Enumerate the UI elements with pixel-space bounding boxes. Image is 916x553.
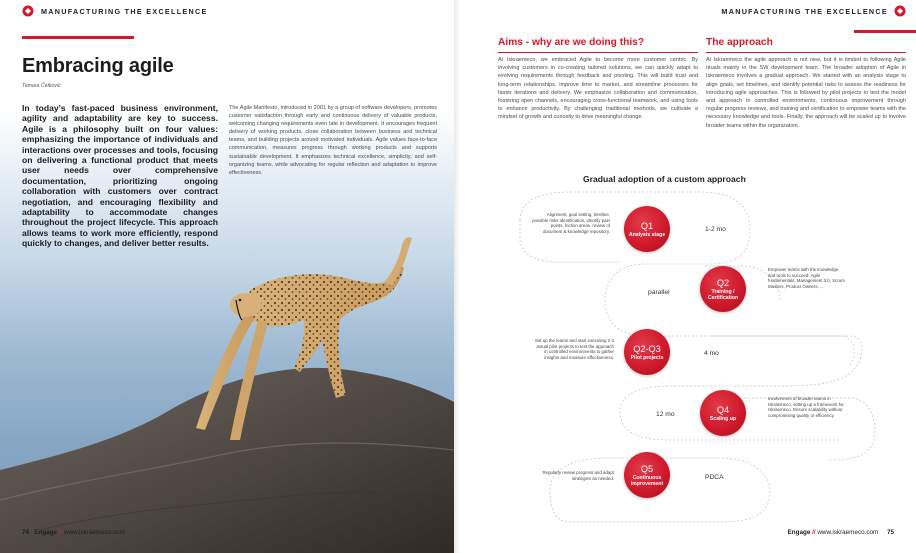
folio-left (22, 529, 125, 536)
stage-description: Empower teams with the knowledge and tools to succeed: Agile fundamentals, Management 3.0, Scrum Masters, Product Owners, ... (768, 267, 845, 289)
approach-text: At Iskraemeco the agile approach is not new, but it is limited to following Agile rituals mainly in the SW development team. The broader adoption of Agile in Iskraemeco involves a gradual approach. We started with an analysis stage to align goals, set timelines, and identify potential risks to assess the readiness for introducing agile approaches. This is followed by pilot projects to test the model and approach in controlled environments, continuous improvement through regular progress reviews, and training and certification to empower teams with the necessary knowledge and tools. Finally, the approach will be scaled up to involve broader teams within the organization. (706, 57, 906, 129)
stage-description: Regularly review progress and adapt strategies as needed. (542, 470, 614, 481)
stage-duration: 1-2 mo (705, 226, 726, 233)
separator: // (58, 529, 63, 536)
stage-duration: 4 mo (704, 350, 719, 357)
approach-rule (706, 52, 906, 53)
stage-name: Continuous improvement (630, 474, 664, 487)
stage-name: Analysis stage (628, 231, 666, 238)
website-link[interactable]: www.iskraemeco.com (64, 529, 125, 536)
stage-description: Involvement of broader teams in Iskraemeco, setting up a framework for Iskraemeco. Ensure scalability without compromising quality or efficiency. (768, 396, 844, 418)
stage-name: Training / Certification (707, 288, 739, 301)
stage-description: Alignment, goal setting, timeline, possible risks identification, identify pain points, friction areas, review of document & knowledge repository. (532, 212, 610, 234)
stage-q2-q3-circle (624, 329, 670, 375)
page-number: 75 (886, 529, 894, 536)
separator: // (812, 529, 816, 536)
cheetah-photo (0, 0, 454, 553)
article-title: Embracing agile (22, 55, 174, 77)
stage-duration: PDCA (705, 474, 724, 481)
website-link[interactable]: www.iskraemeco.com (817, 529, 879, 536)
body-paragraph: The Agile Manifesto, introduced in 2001 by a group of software developers, promotes customer satisfaction through early and continuous delivery of valuable products, welcoming changing requirements even late in development. It encourages frequent delivery of working products, close collaboration between business and technical teams, and building projects around motivated individuals. Agile values face-to-face communication, measures progress through working products and supports sustainable development. It emphasizes technical excellence, simplicity, and self-organizing teams, while advocating for regular reflection and adaptation to improve effectiveness. (229, 105, 437, 176)
page-number: 74 (22, 529, 30, 536)
stage-code: Q2-Q3 (633, 343, 661, 354)
stage-name: Pilot projects (630, 354, 664, 361)
section-label: MANUFACTURING THE EXCELLENCE (41, 7, 208, 16)
aims-heading: Aims - why are we doing this? (498, 37, 645, 48)
stage-q2-circle (700, 266, 746, 312)
section-label: MANUFACTURING THE EXCELLENCE (721, 7, 888, 16)
stage-duration: parallel (648, 289, 670, 296)
stage-code: Q4 (716, 404, 730, 415)
stage-code: Q1 (640, 220, 654, 231)
aims-rule (498, 52, 698, 53)
aims-text: At Iskraemeco, we embraced Agile to become more customer centric. By involving customers in co-creating tailored solutions, we can quickly adapt to evolving requirements through feedback and pivoting. This will build trust and long-term relationships, improve time to market, and streamline processes for faster iterations and delivery. We emphasize collaboration and communication, fostering open channels, encouraging cross-functional teamwork, and using tools to enhance productivity. By challenging traditional methods, we cultivate a mindset of growth and curiosity to drive meaningful change. (498, 57, 698, 121)
folio-right (788, 529, 894, 536)
cheetah-rock-illustration (0, 0, 454, 553)
stage-q5-circle (624, 452, 670, 498)
author-byline: Tamara Ćetković (22, 83, 61, 89)
brand-name: Engage (34, 529, 58, 536)
stage-description: Set up the teams and start executing 2-3 actual pilot projects to test the approach in controlled environments to gather insights and measure effectiveness. (534, 338, 614, 360)
left-page (0, 0, 454, 553)
lead-paragraph: In today’s fast-paced business environment, agility and adaptability are key to success. Agile is a philosophy built on four values: emphasizing the importance of individuals and interactions over processes and tools, focusing on delivering a functional product that meets user needs over comprehensive documentation, prioritizing ongoing collaboration with customers over contract negotiation, and encouraging flexibility and adaptability to accommodate changes throughout the project lifecycle. This approach allows teams to work more efficiently, respond quickly to changes, and deliver better results. (22, 103, 218, 249)
iskraemeco-logo-icon (894, 5, 906, 17)
brand-name: Engage (787, 529, 811, 536)
stage-code: Q2 (716, 277, 730, 288)
stage-q4-circle (700, 390, 746, 436)
stage-q1-circle (624, 206, 670, 252)
red-rule (854, 30, 916, 33)
red-rule (22, 36, 134, 39)
stage-name: Scaling up (709, 415, 737, 422)
iskraemeco-logo-icon (22, 5, 34, 17)
stage-code: Q5 (640, 463, 654, 474)
approach-heading: The approach (706, 37, 773, 48)
stage-duration: 12 mo (656, 411, 675, 418)
diagram-title: Gradual adoption of a custom approach (583, 174, 746, 184)
